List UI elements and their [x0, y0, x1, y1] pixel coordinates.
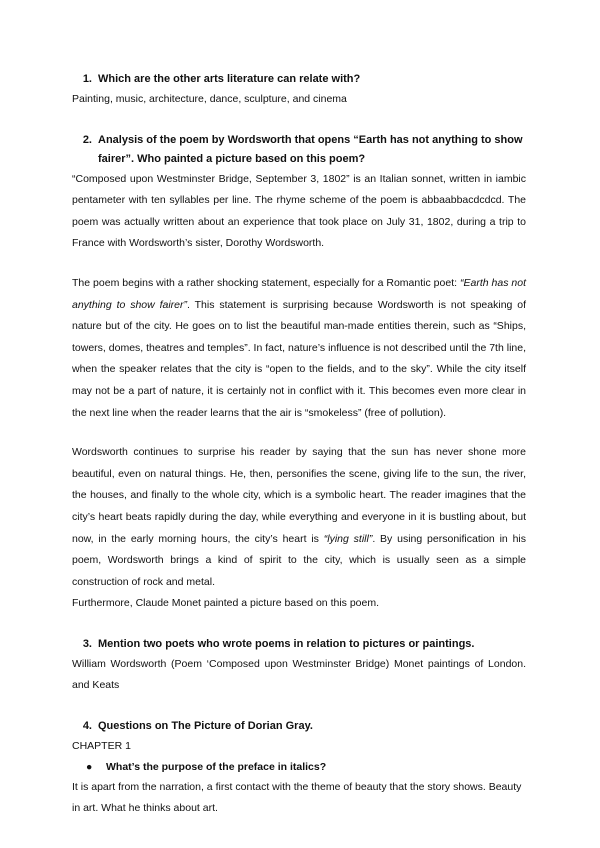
- question-4: [72, 717, 526, 736]
- answer-3: William Wordsworth (Poem ‘Composed upon Westminster Bridge) Monet paintings of London. and Keats: [72, 657, 526, 692]
- p2-text-b: . This statement is surprising because Wordsworth is not speaking of nature but of the city. He goes on to list the beautiful man-made entities therein, such as “Ships, towers, domes, theatres and temples”. In fact, nature’s influence is not described until the 7th line, when the speaker relates that the city is “open to the fields, and to the sky”. While the city itself may not be a part of nature, it is certainly not in conflict with it. This becomes even more clear in the next line when the reader learns that the air is “smokeless” (free of pollution).: [72, 298, 527, 419]
- p2-text-a: The poem begins with a rather shocking statement, especially for a Romantic poet:: [72, 276, 460, 289]
- answer-1: Painting, music, architecture, dance, sculpture, and cinema: [72, 93, 347, 105]
- answer-2-paragraph-3: [72, 442, 526, 593]
- p2-quote: “Earth has not anything to show fairer”: [72, 276, 527, 311]
- chapter-heading: CHAPTER 1: [72, 740, 131, 753]
- question-3-number: 3.: [82, 637, 92, 650]
- answer-2-paragraph-2: [72, 273, 526, 424]
- p3-quote: “lying still”: [323, 532, 373, 545]
- question-1-text: Which are the other arts literature can relate with?: [98, 73, 361, 85]
- document-page: [72, 70, 526, 820]
- answer-4: It is apart from the narration, a first contact with the theme of beauty that the story shows. Beauty in art. What he thinks about art.: [72, 780, 522, 815]
- sub-question: [72, 758, 526, 777]
- answer-2-paragraph-4: Furthermore, Claude Monet painted a picture based on this poem.: [72, 597, 380, 610]
- question-3: [72, 635, 526, 654]
- question-2-number: 2.: [82, 133, 92, 146]
- question-1-number: 1.: [82, 73, 92, 85]
- question-2: [72, 131, 526, 169]
- sub-question-text: What’s the purpose of the preface in italics?: [106, 760, 327, 773]
- p3-text-a: Wordsworth continues to surprise his reader by saying that the sun has never shone more beautiful, even on natural things. He, then, personifies the scene, giving life to the sun, the river, the houses, and finally to the whole city, which is a symbolic heart. The reader imagines that the city’s heart beats rapidly during the day, while everything and everyone in it is bustling about, but now, in the early morning hours, the city’s heart is: [72, 446, 526, 545]
- question-4-number: 4.: [82, 720, 92, 733]
- answer-2-paragraph-1: “Composed upon Westminster Bridge, September 3, 1802” is an Italian sonnet, written in iambic pentameter with ten syllables per line. The rhyme scheme of the poem is abbaabbacdcdcd. The poem was actually written about an experience that took place on July 31, 1802, during a trip to France with Wordsworth’s sister, Dorothy Wordsworth.: [72, 172, 526, 250]
- p3-text-b: . By using personification in his poem, Wordsworth brings a kind of spirit to the city, which is usually seen as a simple construction of rock and metal.: [72, 532, 526, 588]
- question-1: [72, 70, 526, 89]
- bullet-icon: ●: [86, 760, 93, 773]
- question-4-text: Questions on The Picture of Dorian Gray.: [98, 720, 313, 733]
- question-2-text: Analysis of the poem by Wordsworth that opens “Earth has not anything to show fairer”. Who painted a picture based on this poem?: [98, 133, 523, 165]
- question-3-text: Mention two poets who wrote poems in relation to pictures or paintings.: [98, 637, 475, 650]
